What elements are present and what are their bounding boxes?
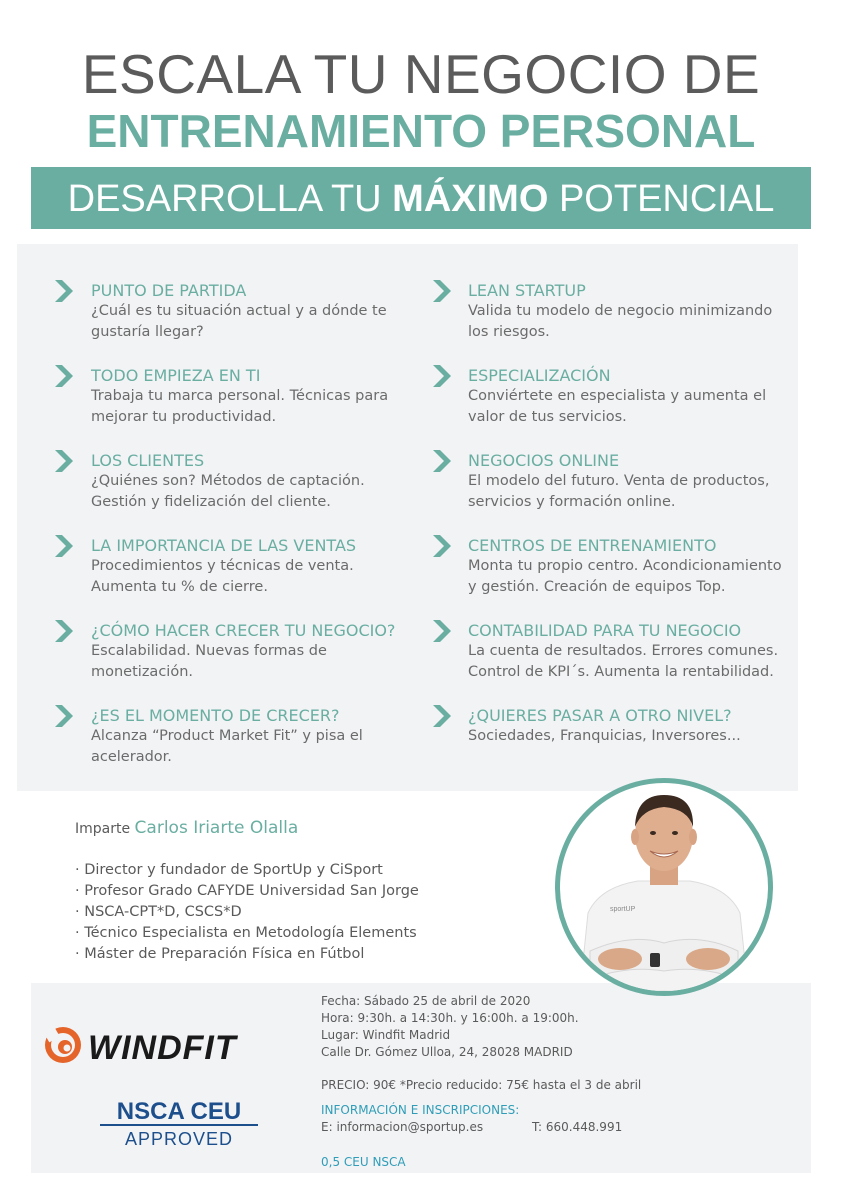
topic-desc-line: monetización.	[91, 664, 193, 680]
chevron-right-icon	[433, 705, 451, 727]
topic-desc-line: los riesgos.	[468, 324, 550, 340]
credential-item: · NSCA-CPT*D, CSCS*D	[75, 904, 242, 920]
event-date: Fecha: Sábado 25 de abril de 2020	[321, 994, 531, 1008]
topic-title: ¿ES EL MOMENTO DE CRECER?	[91, 706, 340, 725]
topic-item	[468, 451, 808, 513]
chevron-right-icon	[433, 535, 451, 557]
topic-desc-line: gustaría llegar?	[91, 324, 204, 340]
topic-title: TODO EMPIEZA EN TI	[91, 366, 261, 385]
contact-email[interactable]: E: informacion@sportup.es	[321, 1120, 484, 1134]
title-line-2: ENTRENAMIENTO PERSONAL	[86, 105, 756, 157]
topic-title: ¿QUIERES PASAR A OTRO NIVEL?	[468, 706, 732, 725]
instructor-portrait-illustration	[560, 783, 768, 991]
shirt-logo: sportUP	[610, 906, 636, 913]
topic-title: PUNTO DE PARTIDA	[91, 281, 247, 300]
event-address: Calle Dr. Gómez Ulloa, 24, 28028 MADRID	[321, 1045, 573, 1059]
credential-item: · Máster de Preparación Física en Fútbol	[75, 946, 365, 962]
banner-text-pre: DESARROLLA TU	[67, 178, 393, 220]
topic-desc-line: La cuenta de resultados. Errores comunes.	[468, 643, 779, 659]
instructor-photo	[555, 778, 773, 996]
topic-item	[468, 281, 808, 343]
chevron-right-icon	[55, 705, 73, 727]
info-title: INFORMACIÓN E INSCRIPCIONES:	[321, 1103, 520, 1117]
chevron-right-icon	[433, 450, 451, 472]
event-price: PRECIO: 90€ *Precio reducido: 75€ hasta el 3 de abril	[321, 1078, 642, 1092]
title-line-1: ESCALA TU NEGOCIO DE	[81, 43, 761, 105]
topic-desc-line: acelerador.	[91, 749, 172, 765]
topic-item	[91, 706, 431, 768]
credential-item: · Profesor Grado CAFYDE Universidad San Jorge	[75, 883, 419, 899]
topic-title: ¿CÓMO HACER CRECER TU NEGOCIO?	[91, 621, 396, 640]
topic-title: LOS CLIENTES	[91, 451, 205, 470]
topic-item	[91, 536, 431, 598]
nsca-ceu-logo	[96, 1097, 262, 1151]
subtitle-banner	[31, 167, 811, 229]
credential-item: · Técnico Especialista en Metodología Elements	[75, 925, 417, 941]
instructor-credentials	[75, 860, 419, 965]
windfit-wordmark: WINDFIT	[88, 1029, 237, 1067]
chevron-right-icon	[433, 365, 451, 387]
chevron-right-icon	[55, 620, 73, 642]
topic-desc-line: Aumenta tu % de cierre.	[91, 579, 268, 595]
topic-desc-line: valor de tus servicios.	[468, 409, 627, 425]
nsca-logo-top: NSCA CEU	[116, 1098, 242, 1125]
contact-phone[interactable]: T: 660.448.991	[532, 1120, 623, 1134]
topic-item	[91, 366, 431, 428]
topic-desc-line: Monta tu propio centro. Acondicionamiento	[468, 558, 782, 574]
topic-desc-line: El modelo del futuro. Venta de productos,	[468, 473, 770, 489]
topic-desc-line: Valida tu modelo de negocio minimizando	[468, 303, 773, 319]
topic-desc-line: Conviértete en especialista y aumenta el	[468, 388, 767, 404]
topic-desc-line: Procedimientos y técnicas de venta.	[91, 558, 354, 574]
topic-item	[468, 706, 808, 747]
chevron-right-icon	[433, 620, 451, 642]
topic-title: CENTROS DE ENTRENAMIENTO	[468, 536, 717, 555]
instructor-name: Carlos Iriarte Olalla	[134, 818, 299, 838]
topic-item	[91, 281, 431, 343]
topic-desc-line: Gestión y fidelización del cliente.	[91, 494, 331, 510]
topic-desc-line: Sociedades, Franquicias, Inversores...	[468, 728, 741, 744]
event-venue: Lugar: Windfit Madrid	[321, 1028, 451, 1042]
topic-title: LEAN STARTUP	[468, 281, 586, 300]
chevron-right-icon	[55, 450, 73, 472]
windfit-logo	[44, 1024, 306, 1068]
event-time: Hora: 9:30h. a 14:30h. y 16:00h. a 19:00h.	[321, 1011, 579, 1025]
topic-title: ESPECIALIZACIÓN	[468, 366, 611, 385]
topic-desc-line: servicios y formación online.	[468, 494, 676, 510]
chevron-right-icon	[55, 365, 73, 387]
chevron-right-icon	[55, 280, 73, 302]
chevron-right-icon	[55, 535, 73, 557]
topic-item	[468, 366, 808, 428]
instructor-prefix: Imparte	[75, 821, 135, 837]
topic-title: NEGOCIOS ONLINE	[468, 451, 620, 470]
banner-text-bold: MÁXIMO	[392, 178, 549, 220]
topic-item	[91, 451, 431, 513]
topic-item	[468, 536, 808, 598]
topic-desc-line: ¿Cuál es tu situación actual y a dónde te	[91, 303, 387, 319]
banner-text-post: POTENCIAL	[548, 178, 775, 220]
topic-desc-line: mejorar tu productividad.	[91, 409, 277, 425]
windfit-swirl-icon	[44, 1027, 81, 1063]
topic-desc-line: ¿Quiénes son? Métodos de captación.	[91, 473, 365, 489]
topic-desc-line: Trabaja tu marca personal. Técnicas para	[91, 388, 389, 404]
instructor-line	[75, 818, 298, 838]
credential-item: · Director y fundador de SportUp y CiSport	[75, 862, 383, 878]
topic-title: CONTABILIDAD PARA TU NEGOCIO	[468, 621, 742, 640]
topic-title: LA IMPORTANCIA DE LAS VENTAS	[91, 536, 357, 555]
topic-desc-line: y gestión. Creación de equipos Top.	[468, 579, 726, 595]
topic-item	[468, 621, 808, 683]
chevron-right-icon	[433, 280, 451, 302]
topic-item	[91, 621, 431, 683]
ceu-credits: 0,5 CEU NSCA	[321, 1155, 406, 1169]
nsca-logo-bottom: APPROVED	[124, 1129, 234, 1149]
topic-desc-line: Control de KPI´s. Aumenta la rentabilidad.	[468, 664, 774, 680]
topic-desc-line: Alcanza “Product Market Fit” y pisa el	[91, 728, 363, 744]
topic-desc-line: Escalabilidad. Nuevas formas de	[91, 643, 327, 659]
